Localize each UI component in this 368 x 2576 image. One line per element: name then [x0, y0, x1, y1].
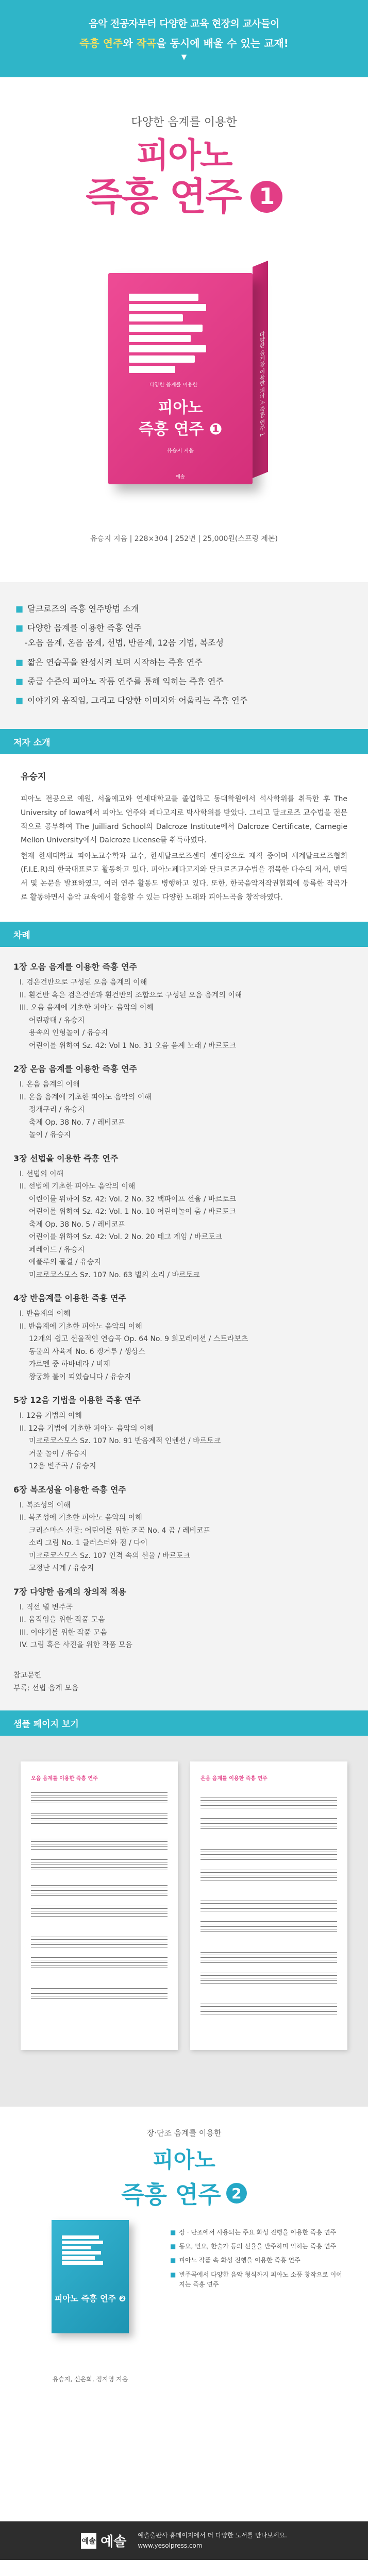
toc-item: 크리스마스 선물: 어린이를 위한 조곡 No. 4 곰 / 레비코프	[29, 1526, 211, 1535]
bullet-icon: ■	[170, 2257, 176, 2264]
toc-item: II. 온음 음계에 기초한 피아노 음악의 이해	[20, 1093, 152, 1101]
toc-item: 거울 놀이 / 유승지	[29, 1449, 87, 1458]
bullet-icon: ■	[170, 2243, 176, 2250]
feature-item: ■ 이야기와 움직임, 그리고 다양한 이미지와 어울리는 즉흥 연주	[15, 694, 353, 706]
music-staff	[200, 1849, 337, 1862]
toc-item: II. 복조성에 기초한 피아노 음악의 이해	[20, 1514, 142, 1522]
toc-item: 동물의 사육제 No. 6 캥거루 / 생상스	[29, 1347, 145, 1356]
music-staff	[200, 1973, 337, 1986]
toc-item: 어린이를 위하여 Sz. 42: Vol. 2 No. 20 테그 게임 / 바르토크	[29, 1233, 223, 1242]
vol2-feature: ■ 변주곡에서 다양한 음악 형식까지 피아노 소품 창작으로 이어지는 즉흥 연주	[170, 2270, 345, 2290]
toc-item: 예플루의 물결 / 유승지	[29, 1258, 101, 1267]
toc-item: I. 반음계의 이해	[20, 1310, 71, 1318]
toc-item: 고정난 시계 / 유승지	[29, 1564, 94, 1573]
sample-page-heading: 온음 음계를 이용한 즉흥 연주	[200, 1776, 267, 1782]
author-section-header: 저자 소개	[0, 729, 368, 754]
toc-chapter-title: 6장 복조성을 이용한 즉흥 연주	[13, 1484, 126, 1495]
hero-title-line1: 피아노	[136, 135, 232, 175]
toc-section-header: 차례	[0, 922, 368, 947]
hero-title-line2	[0, 175, 368, 219]
book-publisher: 예솔	[176, 474, 185, 480]
toc-item: I. 검은건반으로 구성된 오음 음계의 이해	[20, 978, 147, 987]
toc-item: II. 움직임을 위한 작품 모음	[20, 1616, 105, 1624]
vol2-feature: ■ 동요, 민요, 한술가 등의 선율을 반주하며 익히는 즉흥 연주	[170, 2242, 345, 2251]
banner-line2-end: 을 동시에 배울 수 있는 교재!	[156, 37, 289, 49]
toc-item: 어린이를 위하여 Sz. 42: Vol. 1 No. 10 어린이놀이 춤 / 바르토크	[29, 1208, 237, 1216]
footer-url-link[interactable]: www.yesolpress.com	[138, 2541, 203, 2549]
feature-subitem: -오음 음계, 온음 음계, 선법, 반음계, 12음 기법, 복조성	[25, 638, 224, 648]
vol2-title-line1: 피아노	[153, 2147, 215, 2173]
author-bio-1: 피아노 전공으로 예원, 서울예고와 연세대학교를 졸업하고 동대학원에서 석사학위를 취득한 후 The University of Iowa에서 피아노 연주와 페다고지로 박사학위를 받았다. 그리고 달크로즈 교수법을 전문적으로 공부하여 The Juilliard School의 Dalcroze Institute에서 Dalcroze Certificate, Carnegie Mellon University에서 Dalcroze License를 취득하였다.	[21, 795, 347, 845]
music-staff	[31, 1792, 168, 1805]
book-spine-text: 다양한 음계를 이용한 피아노 즉흥 연주 1	[259, 330, 265, 438]
footer	[0, 2521, 368, 2560]
toc-item: II. 12음 기법에 기초한 피아노 음악의 이해	[20, 1424, 154, 1433]
toc-ref-item: 부록: 선법 음계 모음	[13, 1684, 79, 1692]
book-title-1: 피아노	[158, 399, 203, 417]
toc-chapter-title: 3장 선법을 이용한 즉흥 연주	[13, 1153, 119, 1163]
vol2-title-line2: 즉흥 연주 2	[0, 2176, 368, 2210]
music-staff	[31, 1957, 168, 1970]
feature-item: ■ 중급 수준의 피아노 작품 연주를 통해 익히는 즉흥 연주	[15, 675, 353, 687]
toc-item: I. 선법의 이해	[20, 1170, 64, 1178]
author-section	[0, 754, 368, 922]
banner-line2	[79, 35, 289, 50]
toc-item: II. 선법에 기초한 피아노 음악의 이해	[20, 1182, 136, 1191]
bullet-icon: ■	[15, 657, 24, 667]
toc-item: 미크로코스모스 Sz. 107 No. 91 반음계적 인벤션 / 바르토크	[29, 1437, 221, 1446]
feature-item: ■ 달크로즈의 즉흥 연주방법 소개	[15, 603, 353, 615]
toc-item: 축제 Op. 38 No. 5 / 레비코프	[29, 1220, 125, 1229]
music-staff	[200, 1952, 337, 1965]
author-name: 유승지	[21, 772, 46, 783]
toc-item: IV. 그림 혹은 사진을 위한 작품 모음	[20, 1641, 132, 1650]
toc-item: 소리 그림 No. 1 클러스터와 점 / 다이	[29, 1539, 148, 1548]
music-staff	[31, 1813, 168, 1826]
toc-chapter-title: 4장 반음계를 이용한 즉흥 연주	[13, 1293, 126, 1303]
feature-item: ■ 짧은 연습곡을 완성시켜 보며 시작하는 즉흥 연주	[15, 656, 353, 668]
logo-mark-icon: 예솔	[81, 2533, 96, 2549]
sample-pages	[0, 1736, 368, 2107]
toc-item: 카르멘 중 하바네라 / 비제	[29, 1360, 110, 1369]
book-meta: 유승지 지음 | 228×304 | 252면 | 25,000원(스프링 제본)	[90, 535, 278, 543]
toc-item: II. 흰건반 혹은 검은건반과 흰건반의 조합으로 구성된 오음 음계의 이해	[20, 991, 242, 999]
samples-section-header: 샘플 페이지 보기	[0, 1710, 368, 1736]
banner-line2-mid: 와	[123, 37, 137, 49]
music-staff	[31, 1839, 168, 1852]
toc-item: 축제 Op. 38 No. 7 / 레비코프	[29, 1118, 125, 1127]
volume-badge: 1	[250, 181, 282, 213]
toc-chapter-title: 5장 12음 기법을 이용한 즉흥 연주	[13, 1395, 141, 1405]
piano-keys-graphic	[129, 294, 206, 376]
music-staff	[200, 1798, 337, 1810]
music-staff	[200, 1901, 337, 1913]
toc-item: I. 온음 음계의 이해	[20, 1080, 80, 1089]
music-staff	[200, 2004, 337, 2016]
toc-chapter-title: 7장 다양한 음계의 창의적 적용	[13, 1586, 126, 1597]
banner-highlight-improv: 즉흥 연주	[79, 37, 123, 49]
toc-item: 12음 변주곡 / 유승지	[29, 1462, 96, 1471]
toc-references	[13, 1669, 355, 1695]
hero-subtitle: 다양한 음계를 이용한	[131, 116, 237, 129]
toc-item: 페레이드 / 유승지	[29, 1245, 85, 1254]
toc-item: 정개구리 / 유승지	[29, 1106, 85, 1114]
toc-item: I. 복조성의 이해	[20, 1501, 71, 1510]
music-staff	[200, 1921, 337, 1934]
toc-item: III. 오음 음계에 기초한 피아노 음악의 이해	[20, 1004, 154, 1012]
hero-section	[0, 77, 368, 582]
toc-item: 놀이 / 유승지	[29, 1131, 71, 1140]
sample-page-left	[21, 1761, 178, 2050]
vol2-authors: 유승지, 신은희, 정지영 지음	[52, 2376, 128, 2383]
sample-page-right	[190, 1761, 347, 2050]
table-of-contents	[0, 947, 368, 1710]
chevron-down-icon: ▼	[181, 53, 187, 61]
toc-chapter-title: 1장 오음 음계를 이용한 즉흥 연주	[13, 962, 137, 972]
toc-item: 어린이를 위하여 Sz. 42: Vol. 2 No. 32 백파이프 선율 / 바르토크	[29, 1195, 237, 1204]
bullet-icon: ■	[170, 2270, 176, 2278]
toc-item: I. 12음 기법의 이해	[20, 1412, 82, 1420]
vol2-feature-list	[170, 2228, 345, 2294]
music-staff	[200, 1870, 337, 1883]
toc-item: II. 반음계에 기초한 피아노 음악의 이해	[20, 1322, 142, 1331]
music-staff	[31, 1906, 168, 1919]
music-staff	[200, 1818, 337, 1831]
banner-highlight-compose: 작곡	[136, 37, 157, 49]
top-banner	[0, 0, 368, 77]
bullet-icon: ■	[15, 695, 24, 705]
feature-list	[0, 582, 368, 729]
toc-item: 어린광대 / 유승지	[29, 1016, 85, 1025]
music-staff	[31, 1937, 168, 1950]
toc-item: 어린이를 위하여 Sz. 42: Vol 1 No. 31 오음 음계 노래 / 바르토크	[29, 1041, 237, 1050]
vol2-book-title: 피아노 즉흥 연주 ❷	[54, 2294, 126, 2304]
banner-line1: 음악 전공자부터 다양한 교육 현장의 교사들이	[89, 18, 279, 29]
feature-item: ■ 다양한 음계를 이용한 즉흥 연주	[15, 622, 353, 634]
book-title-2: 즉흥 연주 ❶	[138, 420, 223, 438]
bullet-icon: ■	[15, 604, 24, 614]
book-front	[108, 273, 253, 484]
music-staff	[31, 1885, 168, 1898]
book-cover-image	[0, 273, 368, 531]
toc-item: 미크로코스모스 Sz. 107 No. 63 벌의 소리 / 바르토크	[29, 1270, 200, 1279]
toc-item: III. 이야기를 위한 작품 모음	[20, 1628, 107, 1637]
piano-keys-graphic	[62, 2235, 103, 2266]
bullet-icon: ■	[15, 623, 24, 633]
book-small-text: 다양한 음계를 이용한	[149, 382, 198, 388]
bullet-icon: ■	[15, 676, 24, 686]
author-bio-2: 현재 한세대학교 피아노교수학과 교수, 한세달크로즈센터 센터장으로 재직 중이며 세계달크로즈협회(F.I.E.R)의 한국대표로도 활동하고 있다. 피아노페다고지와 달크로즈교수법을 접목한 다수의 저서, 번역서 및 논문을 발표하였고, 여러 연주 활동도 병행하고 있다. 또한, 한국음악저작권협회에 등록한 작곡가로 활동하면서 음악 교육에서 활용할 수 있는 다양한 노래와 피아노곡을 창작하였다.	[21, 852, 347, 902]
vol2-feature: ■ 피아노 작품 속 화성 진행을 이용한 즉흥 연주	[170, 2256, 345, 2265]
music-staff	[31, 1859, 168, 1872]
vol2-badge: 2	[226, 2183, 247, 2204]
vol2-book-cover	[52, 2220, 129, 2333]
publisher-logo[interactable]: 예솔 예솔	[81, 2531, 126, 2550]
toc-ref-item: 참고문헌	[13, 1671, 42, 1680]
hero-title-text: 즉흥 연주	[86, 175, 241, 219]
book-author: 유승지 지음	[167, 448, 194, 454]
toc-item: 12개의 쉽고 선율적인 연습곡 Op. 64 No. 9 희모레이션 / 스트라보츠	[29, 1335, 248, 1344]
bullet-icon: ■	[170, 2229, 176, 2236]
vol2-promo	[0, 2107, 368, 2521]
toc-item: 용속의 인형놀이 / 유승지	[29, 1029, 108, 1038]
toc-item: I. 직선 별 변주곡	[20, 1603, 73, 1612]
sample-page-heading: 오음 음계를 이용한 즉흥 연주	[31, 1776, 98, 1782]
toc-item: 미크로코스모스 Sz. 107 인격 속의 선율 / 바르토크	[29, 1551, 191, 1560]
vol2-feature: ■ 장 · 단조에서 사용되는 주요 화성 진행을 이용한 즉흥 연주	[170, 2228, 345, 2238]
toc-chapter-title: 2장 온음 음계를 이용한 즉흥 연주	[13, 1064, 137, 1074]
footer-text: 예솔출판사 홈페이지에서 더 다양한 도서를 만나보세요. www.yesolpress.com	[138, 2531, 287, 2550]
toc-item: 왕궁화 불이 피었습니다 / 유승지	[29, 1372, 131, 1381]
music-staff	[31, 1988, 168, 2001]
vol2-subtitle: 장·단조 음계를 이용한	[146, 2128, 222, 2138]
